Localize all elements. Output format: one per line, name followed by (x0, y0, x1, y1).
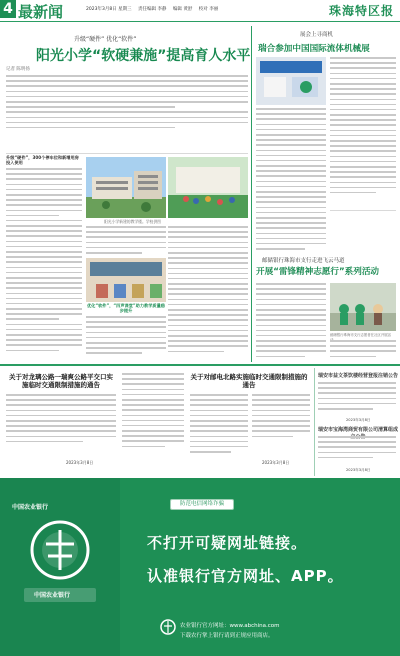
abc-logo-icon (160, 616, 176, 638)
section-divider (0, 364, 400, 366)
school-photo-caption: 阳光小学新建的教学楼。学校供图 (104, 219, 161, 224)
notice-box1-text (318, 382, 396, 416)
notice-left-date: 2023年3月8日 (66, 460, 94, 465)
bank-headline: 开展“雷锋精神志愿行”系列活动 (256, 267, 380, 277)
school-subhead-2: 优化“软件”，“四声课堂”助力教学质量稳步提升 (86, 303, 165, 313)
bank-photo (330, 283, 396, 331)
students-photo (168, 157, 248, 218)
ad-headline-1: 不打开可疑网址链接。 (147, 534, 308, 552)
meta-proofreader: 校对 李丽 (198, 7, 219, 12)
school-column-3 (168, 226, 248, 360)
page-meta (86, 6, 223, 12)
bank-photo-caption: 邮储银行珠海市支行志愿者在社区开展活 (330, 333, 392, 337)
notice-box2-title: 瑞安市宝海湾商贸有限公司清算组成 (318, 427, 399, 433)
school-column-2a (86, 226, 166, 256)
bank-column-1 (256, 283, 326, 361)
school-lede-text (6, 75, 248, 155)
meta-designer: 编辑 黄舒 (172, 7, 193, 12)
notice-left-title: 关于对龙璃公路一瑞爽公路平交口实施临时交通限制措施的通告 (9, 373, 113, 389)
notice-mid-text-1 (190, 394, 248, 474)
notice-mid-date: 2023年3月8日 (262, 460, 290, 465)
page-header (0, 0, 400, 22)
newspaper-logo: 珠海特区报 (328, 4, 394, 18)
classroom-photo (86, 258, 166, 302)
column-divider (251, 26, 252, 362)
divider (330, 210, 396, 211)
ad-app-note: 下载农行掌上银行请到正规应用商店。 (180, 633, 274, 639)
ad-website: 农业银行官方网址：www.abchina.com (180, 623, 280, 629)
notice-left-text (6, 394, 116, 458)
meta-editor: 责任编辑 李静 (138, 7, 167, 12)
ad-headline-2: 认准银行官方网址、APP。 (147, 567, 344, 585)
expo-kicker: 展会上寻商机 (300, 32, 334, 38)
notice-box1-title: 瑞安市益文茶饮楼经营登报注销公告 (318, 373, 399, 379)
notice-box1-date: 2023年3月8日 (346, 418, 371, 422)
school-subhead-1: 升级“硬件”，300个停车位和新增用房投入使用 (6, 155, 79, 165)
ad-bank-logo-text: 中国农业银行 (12, 504, 49, 511)
school-byline: 记者 陈明扬 (6, 67, 30, 72)
notice-box2-text (318, 436, 396, 466)
notice-box-border (314, 368, 315, 476)
school-kicker: 升级“硬件” 优化“软件” (74, 36, 137, 43)
ad-bank-name: 中国农业银行 (34, 592, 71, 599)
ad-tag: 防范电信网络诈骗 (170, 499, 234, 510)
meta-date: 2023年3月8日 星期三 (86, 7, 132, 12)
page-number: 4 (0, 0, 16, 18)
notice-mid-title: 关于对邮电北路实施临时交通限制措施的通告 (190, 373, 308, 389)
divider (6, 153, 248, 154)
school-photo (86, 157, 166, 218)
expo-photo (256, 57, 326, 105)
notice-box2-date: 2023年3月8日 (346, 468, 371, 472)
school-column-2b (86, 316, 166, 360)
expo-headline: 瑞合参加中国国际流体机械展 (258, 44, 370, 54)
bank-column-2 (330, 340, 396, 362)
school-headline: 阳光小学“软硬兼施”提高育人水平 (36, 48, 251, 64)
school-column-1 (6, 168, 82, 358)
notice-mid-text-2 (252, 394, 310, 458)
notice-left-col-2 (122, 373, 184, 473)
section-title: 最新闻 (18, 3, 64, 21)
bank-kicker: 邮储银行珠海市支行走进飞云马道 (262, 258, 345, 264)
expo-column-2 (330, 57, 396, 207)
